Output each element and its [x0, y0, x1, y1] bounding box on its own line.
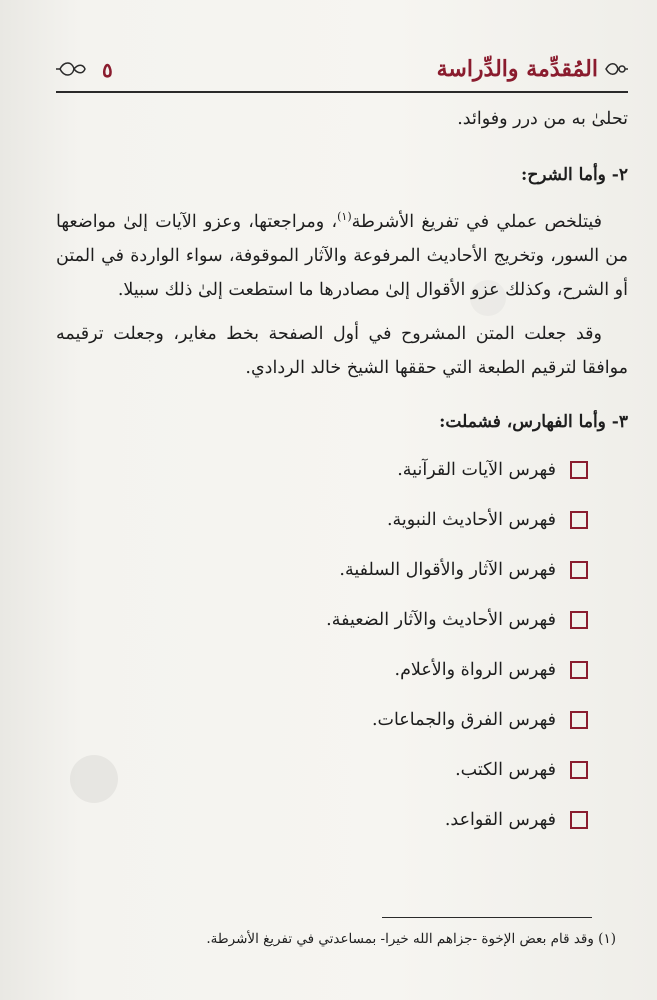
square-box-icon	[570, 811, 588, 829]
square-box-icon	[570, 611, 588, 629]
list-item	[56, 645, 588, 695]
list-item	[56, 445, 588, 495]
list-item	[56, 495, 588, 545]
header-title: المُقدِّمة والدِّراسة	[436, 56, 598, 82]
list-item	[56, 745, 588, 795]
header-divider	[56, 91, 628, 93]
intro-line: تحلىٰ به من درر وفوائد.	[457, 109, 628, 129]
floral-ornament-icon	[604, 60, 628, 78]
list-item	[56, 545, 588, 595]
page-number: ٥	[102, 58, 113, 82]
list-item-label: فهرس الأحاديث النبوية.	[386, 509, 556, 530]
footnote-ref: (١)	[337, 210, 352, 223]
list-item	[56, 595, 588, 645]
list-item-label: فهرس الآثار والأقوال السلفية.	[339, 559, 556, 580]
list-item	[56, 695, 588, 745]
square-box-icon	[570, 761, 588, 779]
list-item-label: فهرس الكتب.	[455, 759, 556, 780]
list-item-label: فهرس الآيات القرآنية.	[397, 459, 556, 480]
square-box-icon	[570, 711, 588, 729]
list-item-label: فهرس الفرق والجماعات.	[371, 709, 556, 730]
square-box-icon	[570, 461, 588, 479]
running-header	[56, 52, 628, 92]
footnote-divider	[382, 917, 592, 918]
square-box-icon	[570, 511, 588, 529]
section2-paragraph-1	[56, 200, 628, 307]
footnote: (١) وقد قام بعض الإخوة -جزاهم الله خيرا- بمساعدتي في تفريغ الأشرطة.	[206, 931, 616, 947]
list-item-label: فهرس الرواة والأعلام.	[394, 659, 556, 680]
list-item-label: فهرس القواعد.	[444, 809, 556, 830]
indexes-list	[56, 445, 628, 845]
section2-heading: ٢- وأما الشرح:	[521, 165, 628, 185]
section2-paragraph-2: وقد جعلت المتن المشروح في أول الصفحة بخط مغاير، وجعلت ترقيمه موافقا لترقيم الطبعة التي حققها الشيخ خالد الردادي.	[56, 323, 628, 378]
list-item	[56, 795, 588, 845]
list-item-label: فهرس الأحاديث والآثار الضعيفة.	[326, 609, 556, 630]
square-box-icon	[570, 661, 588, 679]
floral-ornament-icon	[56, 60, 86, 78]
para1-text-a: فيتلخص عملي في تفريغ الأشرطة	[351, 211, 603, 232]
section3-heading: ٣- وأما الفهارس، فشملت:	[439, 411, 628, 432]
para1-text-b: ، ومراجعتها، وعزو الآيات إلىٰ مواضعها من السور، وتخريج الأحاديث المرفوعة والآثار الموقوفة، سواء الواردة في المتن أو الشرح، وكذلك عزو الأقوال إلىٰ مصادرها ما استطعت إلىٰ ذلك سبيلا.	[56, 211, 629, 300]
page-body	[56, 100, 628, 845]
square-box-icon	[570, 561, 588, 579]
